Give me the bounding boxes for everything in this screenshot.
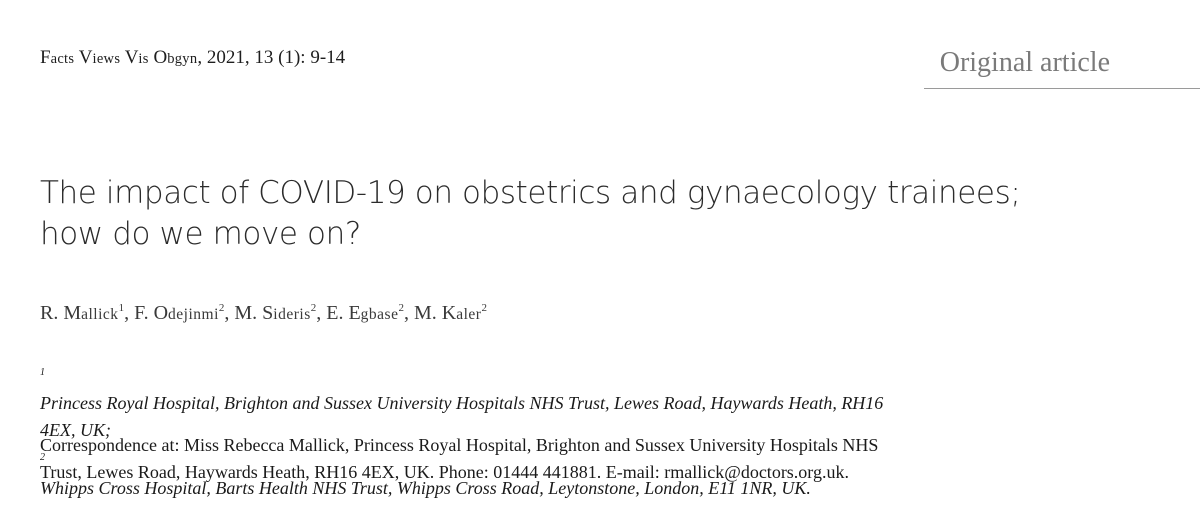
author-list	[40, 302, 487, 325]
title-line: The impact of COVID-19 on obstetrics and gynaecology trainees;	[40, 174, 1021, 211]
affiliation-line: $^1$ Princess Royal Hospital, Brighton and Sussex University Hospitals NHS Trust, Lewes Road, Haywards Heath, RH16	[40, 367, 884, 413]
correspondence-line: Correspondence at: Miss Rebecca Mallick, Princess Royal Hospital, Brighton and Sussex University Hospitals NHS	[40, 435, 879, 455]
article-type-rule	[924, 88, 1200, 89]
correspondence	[40, 432, 1140, 486]
affiliation-line: 4EX, UK; $^2$ Whipps Cross Hospital, Barts Health NHS Trust, Whipps Cross Road, Leytonstone, London, E11 1NR, UK.	[40, 420, 811, 498]
author: M. Sideris$^2$,	[234, 302, 327, 324]
affiliation-marker: 1	[40, 367, 45, 378]
article-type-label: Original article	[939, 47, 1110, 78]
author: F. Odejinmi$^2$,	[134, 302, 235, 324]
title-line: how do we move on?	[40, 215, 361, 252]
author: E. Egbase$^2$,	[326, 302, 414, 324]
citation-details: , 2021, 13 (1): 9-14	[197, 47, 346, 68]
journal-word: Obgyn	[153, 47, 198, 68]
affiliation-marker: 2	[40, 452, 45, 463]
article-title	[40, 173, 1160, 255]
correspondence-line: Trust, Lewes Road, Haywards Heath, RH16 4EX, UK. Phone: 01444 441881. E-mail: rmallick@doctors.org.uk.	[40, 462, 849, 482]
journal-citation	[40, 47, 345, 69]
author: M. Kaler$^2$	[413, 302, 487, 324]
journal-word: Vis	[124, 47, 149, 68]
author: R. Mallick$^1$,	[40, 302, 135, 324]
journal-word: Views	[78, 47, 121, 68]
journal-word: Facts	[40, 47, 75, 68]
